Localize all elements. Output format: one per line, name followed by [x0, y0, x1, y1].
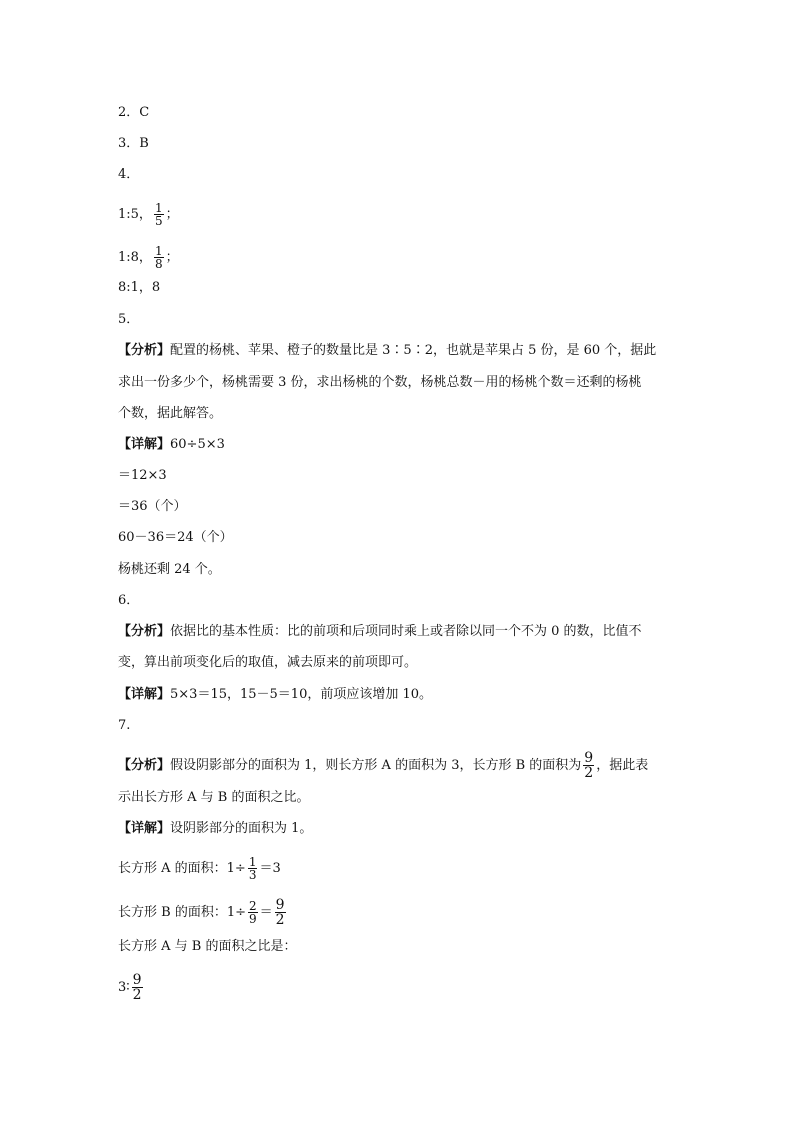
- q7-analysis-1: 【分析】假设阴影部分的面积为 1，则长方形 A 的面积为 3，长方形 B 的面积为 $\frac{9}{2}$ ，据此表: [118, 750, 649, 781]
- detail-tag: 【详解】: [118, 821, 171, 836]
- q7-analysis-2: 示出长方形 A 与 B 的面积之比。: [118, 790, 310, 805]
- fraction: $\frac{9}{2}$: [584, 750, 594, 781]
- answer-4-heading: 4．: [118, 167, 140, 182]
- q7-ratio-value: 3∶ $\frac{9}{2}$: [118, 972, 142, 1003]
- q7-area-a: 长方形 A 的面积：1÷ $\frac{1}{3}$ ＝3: [118, 855, 281, 882]
- q7-area-b: 长方形 B 的面积：1÷ $\frac{2}{9}$ ＝ $\frac{9}{2}$: [118, 897, 285, 928]
- fraction: $\frac{1}{5}$: [154, 201, 163, 228]
- analysis-tag: 【分析】: [118, 343, 171, 358]
- q7-detail-1: 【详解】设阴影部分的面积为 1。: [118, 821, 313, 836]
- q6-detail-1: 【详解】5×3＝15，15－5＝10，前项应该增加 10。: [118, 687, 433, 702]
- answer-5-heading: 5．: [118, 312, 140, 327]
- q4-line-b: 1:8， $\frac{1}{8}$ ；: [118, 244, 179, 271]
- fraction: $\frac{9}{2}$: [132, 972, 142, 1003]
- detail-tag: 【详解】: [118, 687, 171, 702]
- q5-analysis-1: 【分析】配置的杨桃、苹果、橙子的数量比是 3∶5∶2，也就是苹果占 5 份，是 60 个，据此: [118, 343, 657, 358]
- answer-7-heading: 7.: [118, 718, 131, 733]
- q4-line-c: 8:1，8: [118, 280, 161, 295]
- q6-analysis-1: 【分析】依据比的基本性质：比的前项和后项同时乘上或者除以同一个不为 0 的数，比值不: [118, 624, 642, 639]
- q4-line-a: 1:5， $\frac{1}{5}$ ；: [118, 201, 179, 228]
- q7-ratio-label: 长方形 A 与 B 的面积之比是：: [118, 939, 297, 954]
- answer-2: 2．C: [118, 105, 150, 120]
- answer-3: 3．B: [118, 136, 149, 151]
- answer-6-heading: 6．: [118, 593, 140, 608]
- fraction: $\frac{2}{9}$: [248, 899, 257, 926]
- q6-analysis-2: 变，算出前项变化后的取值，减去原来的前项即可。: [118, 655, 418, 670]
- fraction: $\frac{9}{2}$: [275, 897, 285, 928]
- q5-detail-2: ＝12×3: [118, 468, 167, 483]
- q5-analysis-3: 个数，据此解答。: [118, 406, 223, 421]
- fraction: $\frac{1}{8}$: [154, 244, 163, 271]
- analysis-tag: 【分析】: [118, 624, 171, 639]
- analysis-tag: 【分析】: [118, 758, 171, 773]
- q5-detail-4: 60－36＝24（个）: [118, 530, 233, 545]
- q5-analysis-2: 求出一份多少个，杨桃需要 3 份，求出杨桃的个数，杨桃总数－用的杨桃个数＝还剩的杨桃: [118, 375, 642, 390]
- q5-detail-5: 杨桃还剩 24 个。: [118, 562, 221, 577]
- q5-detail-3: ＝36（个）: [118, 499, 187, 514]
- q5-detail-1: 【详解】60÷5×3: [118, 437, 225, 452]
- detail-tag: 【详解】: [118, 437, 171, 452]
- fraction: $\frac{1}{3}$: [248, 855, 257, 882]
